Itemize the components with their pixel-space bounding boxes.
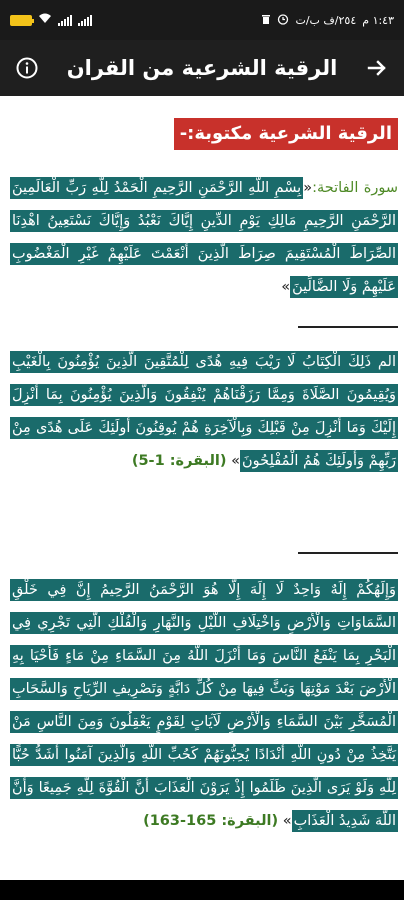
- app-bar: [0, 40, 404, 96]
- status-date: ٢٥٤/ف ب/ت: [295, 13, 357, 27]
- section-baqarah-1: [10, 346, 398, 478]
- section-fatiha: [10, 172, 398, 304]
- verse-text: وَإِلَهُكُمْ إِلَهٌ وَاحِدٌ لَا إِلَهَ إِلَّا هُوَ الرَّحْمَنُ الرَّحِيمُ إِنَّ فِي خَلْقِ السَّمَاوَاتِ وَالْأَرْضِ وَاخْتِلَافِ اللَّيْلِ وَالنَّهَارِ وَالْفُلْكِ الَّتِي تَجْرِي فِي الْبَحْرِ بِمَا يَنْفَعُ النَّاسَ وَمَا أَنْزَلَ اللَّهُ مِنَ السَّمَاءِ مِنْ مَاءٍ فَأَحْيَا بِهِ الْأَرْضَ بَعْدَ مَوْتِهَا وَبَثَّ فِيهَا مِنْ كُلِّ دَابَّةٍ وَتَصْرِيفِ الرِّيَاحِ وَالسَّحَابِ الْمُسَخَّرِ بَيْنَ السَّمَاءِ وَالْأَرْضِ لَآيَاتٍ لِقَوْمٍ يَعْقِلُونَ وَمِنَ النَّاسِ مَنْ يَتَّخِذُ مِنْ دُونِ اللَّهِ أَنْدَادًا يُحِبُّونَهُمْ كَحُبِّ اللَّهِ وَالَّذِينَ آمَنُوا أَشَدُّ حُبًّا لِلَّهِ وَلَوْ يَرَى الَّذِينَ ظَلَمُوا إِذْ يَرَوْنَ الْعَذَابَ أَنَّ الْقُوَّةَ لِلَّهِ جَمِيعًا وَأَنَّ اللَّهَ شَدِيدُ الْعَذَابِ: [10, 579, 398, 832]
- info-icon[interactable]: [12, 53, 42, 83]
- alarm-icon: [277, 13, 289, 28]
- article-heading: الرقية الشرعية مكتوبة:-: [174, 118, 398, 150]
- status-time: ١:٤٣ م: [362, 13, 394, 27]
- section-divider: [298, 552, 398, 554]
- section-baqarah-2: [10, 574, 398, 838]
- navigation-bar: [0, 880, 404, 900]
- wifi-icon: [38, 13, 52, 27]
- surah-label: سورة الفاتحة:: [312, 180, 398, 196]
- open-quote: «: [303, 180, 313, 196]
- verse-reference: (البقرة: 1-5): [131, 453, 227, 469]
- close-quote: »: [282, 813, 292, 829]
- close-quote: »: [231, 453, 240, 469]
- status-bar: [0, 0, 404, 40]
- close-quote: »: [281, 279, 291, 295]
- verse-reference: (البقرة: 165-163): [143, 813, 279, 829]
- verse-text: الم ذَلِكَ الْكِتَابُ لَا رَيْبَ فِيهِ هُدًى لِلْمُتَّقِينَ الَّذِينَ يُؤْمِنُونَ بِالْغَيْبِ وَيُقِيمُونَ الصَّلَاةَ وَمِمَّا رَزَقْنَاهُمْ يُنْفِقُونَ وَالَّذِينَ يُؤْمِنُونَ بِمَا أُنْزِلَ إِلَيْكَ وَمَا أُنْزِلَ مِنْ قَبْلِكَ وَبِالْآخِرَةِ هُمْ يُوقِنُونَ أُولَئِكَ عَلَى هُدًى مِنْ رَبِّهِمْ وَأُولَئِكَ هُمُ الْمُفْلِحُونَ: [10, 351, 398, 472]
- battery-icon: [10, 15, 32, 26]
- section-divider: [298, 326, 398, 328]
- signal-icon-2: [78, 15, 92, 26]
- article-content: [0, 96, 404, 880]
- status-right: [261, 13, 394, 28]
- arrow-right-icon[interactable]: [362, 53, 392, 83]
- signal-icon: [58, 15, 72, 26]
- trash-icon: [261, 13, 271, 27]
- page-title: الرقية الشرعية من القران: [66, 56, 338, 80]
- verse-text: بِسْمِ اللَّهِ الرَّحْمَنِ الرَّحِيمِ الْحَمْدُ لِلَّهِ رَبِّ الْعَالَمِينَ الرَّحْمَنِ الرَّحِيمِ مَالِكِ يَوْمِ الدِّينِ إِيَّاكَ نَعْبُدُ وَإِيَّاكَ نَسْتَعِينُ اهْدِنَا الصِّرَاطَ الْمُسْتَقِيمَ صِرَاطَ الَّذِينَ أَنْعَمْتَ عَلَيْهِمْ غَيْرِ الْمَغْضُوبِ عَلَيْهِمْ وَلَا الضَّالِّينَ: [10, 177, 398, 298]
- status-left: [10, 13, 92, 27]
